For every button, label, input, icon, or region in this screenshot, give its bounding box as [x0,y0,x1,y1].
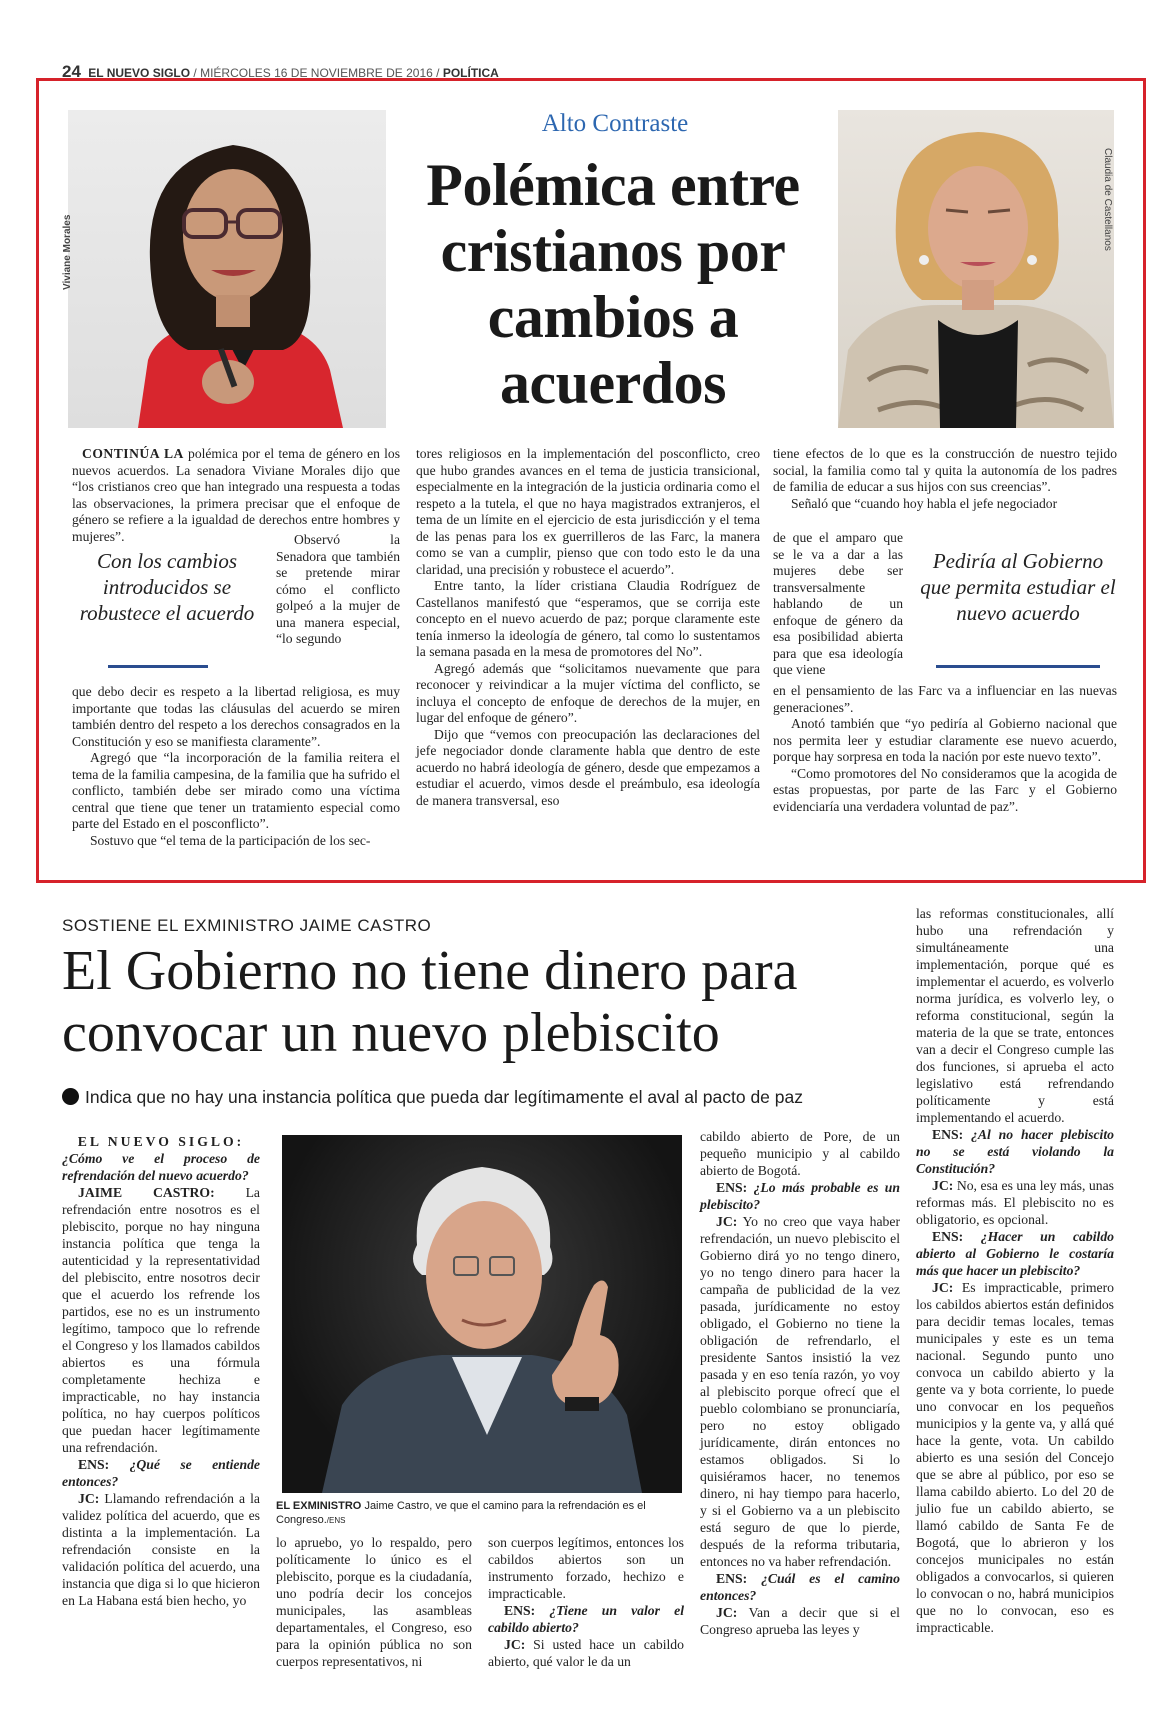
answer [700,1604,900,1638]
paragraph: Dijo que “vemos con preocupación las declaraciones del jefe negociador donde claramente habla que dentro de este acuerdo no habrá ideología de género, desde que empezamos a estudiar el acuerdo, vimos desde el preámbulo, esa ideología de manera transversal, eso [416,726,760,808]
caption-lead: EL EXMINISTRO [276,1500,362,1512]
speaker-label: JC: [932,1178,954,1193]
question-text: ¿Lo más probable es un plebiscito? [700,1180,901,1212]
question [700,1179,900,1213]
pullquote-left: Con los cambios introducidos se robustece el acuerdo [79,549,255,625]
photo-caption [276,1499,684,1528]
lead-in: CONTINÚA LA [82,446,184,461]
photo-viviane-morales [68,110,386,428]
speaker-label: JC: [78,1491,100,1506]
headline-top: Polémica entre cristianos por cambios a acuerdos [426,152,800,416]
paragraph: Entre tanto, la líder cristiana Claudia Rodríguez de Castellanos manifestó que “esperamos, que se corrija este concepto en el nuevo acuerdo de paz; porque claramente este tenía inmerso la ideología de género, tal como lo sustentamos la semana pasada en la mesa de promotores del No”. [416,578,760,659]
answer [62,1184,260,1456]
answer-text: son cuerpos legítimos, entonces los cabildos abiertos son un instrumento forzado, hechizo e impracticable. [488,1535,684,1601]
speaker-label: ENS: [932,1229,964,1244]
caption-text: Jaime Castro, ve que el camino para la refrendación es el Congreso. [276,1500,646,1526]
answer [916,1177,1114,1228]
question [700,1570,900,1604]
answer-text: Van a decir que si el Congreso aprueba las leyes y [700,1605,900,1637]
article-column-1-bottom [72,684,400,849]
interview-column-5 [916,905,1114,1636]
paragraph: Agregó además que “solicitamos nuevamente que para reconocer y reivindicar a la mujer víctima del conflicto, se incluya el concepto de enfoque de derechos de la mujer, en lugar del enfoque de género”. [416,660,760,725]
article-column-1-top [72,446,400,545]
speaker-label: ENS: [932,1127,964,1142]
article-kicker: SOSTIENE EL EXMINISTRO JAIME CASTRO [62,916,432,935]
question [916,1228,1114,1279]
question-text: ¿Cuál es el camino entonces? [700,1571,901,1603]
folio-section: POLÍTICA [442,66,499,80]
question-text: ¿Al no hacer plebiscito no se está violando la Constitución? [916,1127,1114,1176]
subheadline-text: Indica que no hay una instancia política que pueda dar legítimamente el aval al pacto de paz [85,1087,803,1107]
speaker-label: JC: [504,1637,526,1652]
answer-text: Yo no creo que vaya haber refrendación, un nuevo plebiscito el Gobierno dirá yo no tengo dinero, yo no tengo dinero para hacer la campaña de publicidad de la vez pasada, jurídicamente no estoy obligado, el Gobierno no tiene la obligación de refrendarlo, el presidente Santos insistió la vez pasada y en eso tenía razón, yo voy al plebiscito porque ofrecí que el pueblo colombiano se pronunciaría, pero no estoy obligado jurídicamente, dirán entonces no estamos obligados. Si lo quisiéramos hacer, no tenemos dinero, ni hay tiempo para hacerlo, y si el Gobierno va a un plebiscito está seguro de que lo pierde, después de la reforma tributaria, entonces no va haber refrendación. [700,1214,900,1569]
paragraph: Agregó que “la incorporación de la familia reitera el tema de la familia campesina, de la familia que ha sufrido el conflicto, también debe ser mirado como una víctima central que tiene que tener un tratamiento especial como parte del Estado en el posconflicto”. [72,750,400,831]
interview-column-3 [488,1534,684,1670]
interview-column-1 [62,1133,260,1609]
paragraph: tores religiosos en la implementación del posconflicto, creo que hubo grandes avances en el tema de justicia transicional, especialmente en la integración de la justicia ordinaria como el respeto a la tutela, el que no haya magistrados extranjeros, el tema de un límite en el ejercicio de esta jurisdicción y el tema de las penas para los ex guerrilleros de las Farc, la manera como se van a cumplir, pienso que con todo esto le da una claridad, una precisión y robustece el acuerdo”. [416,446,760,577]
answer-text: cabildo abierto de Pore, de un pequeño municipio y al cabildo abierto de Bogotá. [700,1129,900,1178]
answer-text: las reformas constitucionales, allí hubo una refrendación y simultáneamente una implementación, porque qué es implementar el acuerdo, es volverlo norma jurídica, es volverlo ley, o reforma constitucional, según la materia de la que se trate, entonces van a decir el Congreso cumple las dos funciones, si aprueba el acto legislativo está refrendando políticamente y está implementando el acuerdo. [916,906,1114,1125]
question [916,1126,1114,1177]
paragraph: en el pensamiento de las Farc va a influenciar en las nuevas generaciones”. [773,683,1117,715]
interviewer-label: EL NUEVO SIGLO: [77,1134,245,1149]
question-text: ¿Tiene un valor el cabildo abierto? [488,1603,684,1635]
interview-column-4 [700,1128,900,1638]
paragraph: Sostuvo que “el tema de la participación de los sec- [90,832,371,848]
speaker-label: JC: [932,1280,954,1295]
speaker-label: JAIME CASTRO: [78,1185,215,1200]
answer-text: Si usted hace un cabildo abierto, qué valor le da un [488,1637,684,1669]
answer-text: Es impracticable, primero los cabildos abiertos están definidos para decidir temas locales, temas municipales y este es un tema nacional. Segundo punto uno convoca un cabildo abierto y la gente va y bota corriente, lo puede uno convocar en los pequeños municipios y la gente va, y allá qué hace la gente, vota. Un cabildo abierto es una sesión del Concejo que se abre al público, por eso se llama cabildo abierto. Lo del 20 de julio fue un cabildo abierto, se llamó cabildo de Santa Fe de Bogotá, que lo abrieron y los concejos municipales no están obligados a convocarlos, si quieren lo convocan o no, habrá municipios que no lo convocan, eso es impracticable. [916,1280,1114,1635]
speaker-label: JC: [716,1605,738,1620]
question-text: ¿Qué se entiende entonces? [62,1457,261,1489]
paragraph: de que el amparo que se le va a dar a las mujeres debe ser transversalmente hablando de un enfoque de género da esa posibilidad abierta para que esa ideología que viene [773,530,903,677]
answer [488,1636,684,1670]
subheadline [62,1087,922,1108]
question-text: ¿Cómo ve el proceso de refrendación del nuevo acuerdo? [62,1151,260,1183]
article-column-2 [416,446,760,809]
newspaper-name: EL NUEVO SIGLO [88,66,191,80]
answer [62,1490,260,1609]
caption-credit: /ENS [326,1516,346,1525]
paragraph: Observó la Senadora que también se pretende mirar cómo el conflicto golpeó a la mujer de una manera especial, “lo segundo [276,532,400,646]
article-column-3-side [773,530,903,679]
pullquote-rule [936,665,1100,668]
paragraph: que debo decir es respeto a la libertad religiosa, es muy importante que todas las cláusulas del acuerdo se miren también dentro del respeto a los derechos consagrados en la Constitución y eso se manifiesta claramente”. [72,684,400,749]
answer-text: Llamando refrendación a la validez política del acuerdo, que es distinta a la implementación. La refrendación consiste en la validación política del acuerdo, una instancia que diga si lo que hicieron en La Habana está bien hecho, yo [62,1491,260,1608]
speaker-label: JC: [716,1214,738,1229]
question-text: ¿Hacer un cabildo abierto al Gobierno le costaría más que hacer un plebiscito? [916,1229,1115,1278]
page-number: 24 [62,62,81,81]
article-column-3-top [773,446,1117,512]
answer [700,1213,900,1570]
interview-column-2 [276,1534,472,1670]
answer [916,1279,1114,1636]
question [62,1456,260,1490]
section-kicker: Alto Contraste [541,110,689,137]
question [62,1133,260,1184]
question [488,1602,684,1636]
answer-text: lo apruebo, yo lo respaldo, pero políticamente lo único es el plebiscito, porque es la ciudadanía, uno podría decir los concejos municipales, las asambleas departamentales, el Congreso, eso para la opinión pública no son cuerpos representativos, ni [276,1535,472,1669]
pullquote-right: Pediría al Gobierno que permita estudiar el nuevo acuerdo [920,549,1116,625]
bullet-icon [62,1088,79,1105]
photo-claudia-de-castellanos [838,110,1114,428]
photo-credit-claudia: Claudia de Castellanos [1102,148,1113,251]
photo-credit-viviane: Viviane Morales [62,214,73,290]
speaker-label: ENS: [716,1180,748,1195]
answer-text: No, esa es una ley más, unas reformas más. El plebiscito no es obligatorio, es opcional. [916,1178,1115,1227]
answer-text: La refrendación entre nosotros es el plebiscito, porque no hay ninguna instancia política que tenga la autenticidad y la representatividad del plebiscito, entre nosotros decir que el acuerdo los refrende los partidos, ese no es un instrumento legítimo, tampoco que lo refrende el Congreso y los llamados cabildos abiertos es una fórmula completamente hechiza e impracticable, no hay instancia política, no hay cuerpos políticos que puedan hacer legítimamente una refrendación. [62,1185,260,1455]
headline-bottom: El Gobierno no tiene dinero para convocar un nuevo plebiscito [62,940,798,1064]
speaker-label: ENS: [716,1571,748,1586]
pullquote-rule [108,665,208,668]
article-column-1-side [276,532,400,648]
paragraph: polémica por el tema de género en los nuevos acuerdos. La senadora Viviane Morales dijo que “los cristianos creo que han integrado una respuesta a todas las observaciones, la primera precisar que el enfoque de género se refiere a la igualdad de derechos entre hombres y mujeres”. [72,446,400,544]
paragraph: Anotó también que “yo pediría al Gobierno nacional que nos permita leer y estudiar claramente ese nuevo acuerdo, porque hay sorpresa en toda la nación por este nuevo texto”. [773,716,1117,764]
photo-jaime-castro [282,1135,682,1493]
speaker-label: ENS: [78,1457,110,1472]
paragraph: Señaló que “cuando hoy habla el jefe negociador [791,495,1058,511]
paragraph: tiene efectos de lo que es la construcción de nuestro tejido social, la familia como tal y quita la autonomía de los padres de familia de educar a sus hijos con sus creencias”. [773,446,1117,494]
speaker-label: ENS: [504,1603,536,1618]
article-column-3-bottom [773,683,1117,815]
paragraph: “Como promotores del No consideramos que la acogida de estas propuestas, por parte de las Farc y el Gobierno evidenciaría una verdadera voluntad de paz”. [773,765,1117,814]
folio-date: / MIÉRCOLES 16 DE NOVIEMBRE DE 2016 / [193,66,440,80]
